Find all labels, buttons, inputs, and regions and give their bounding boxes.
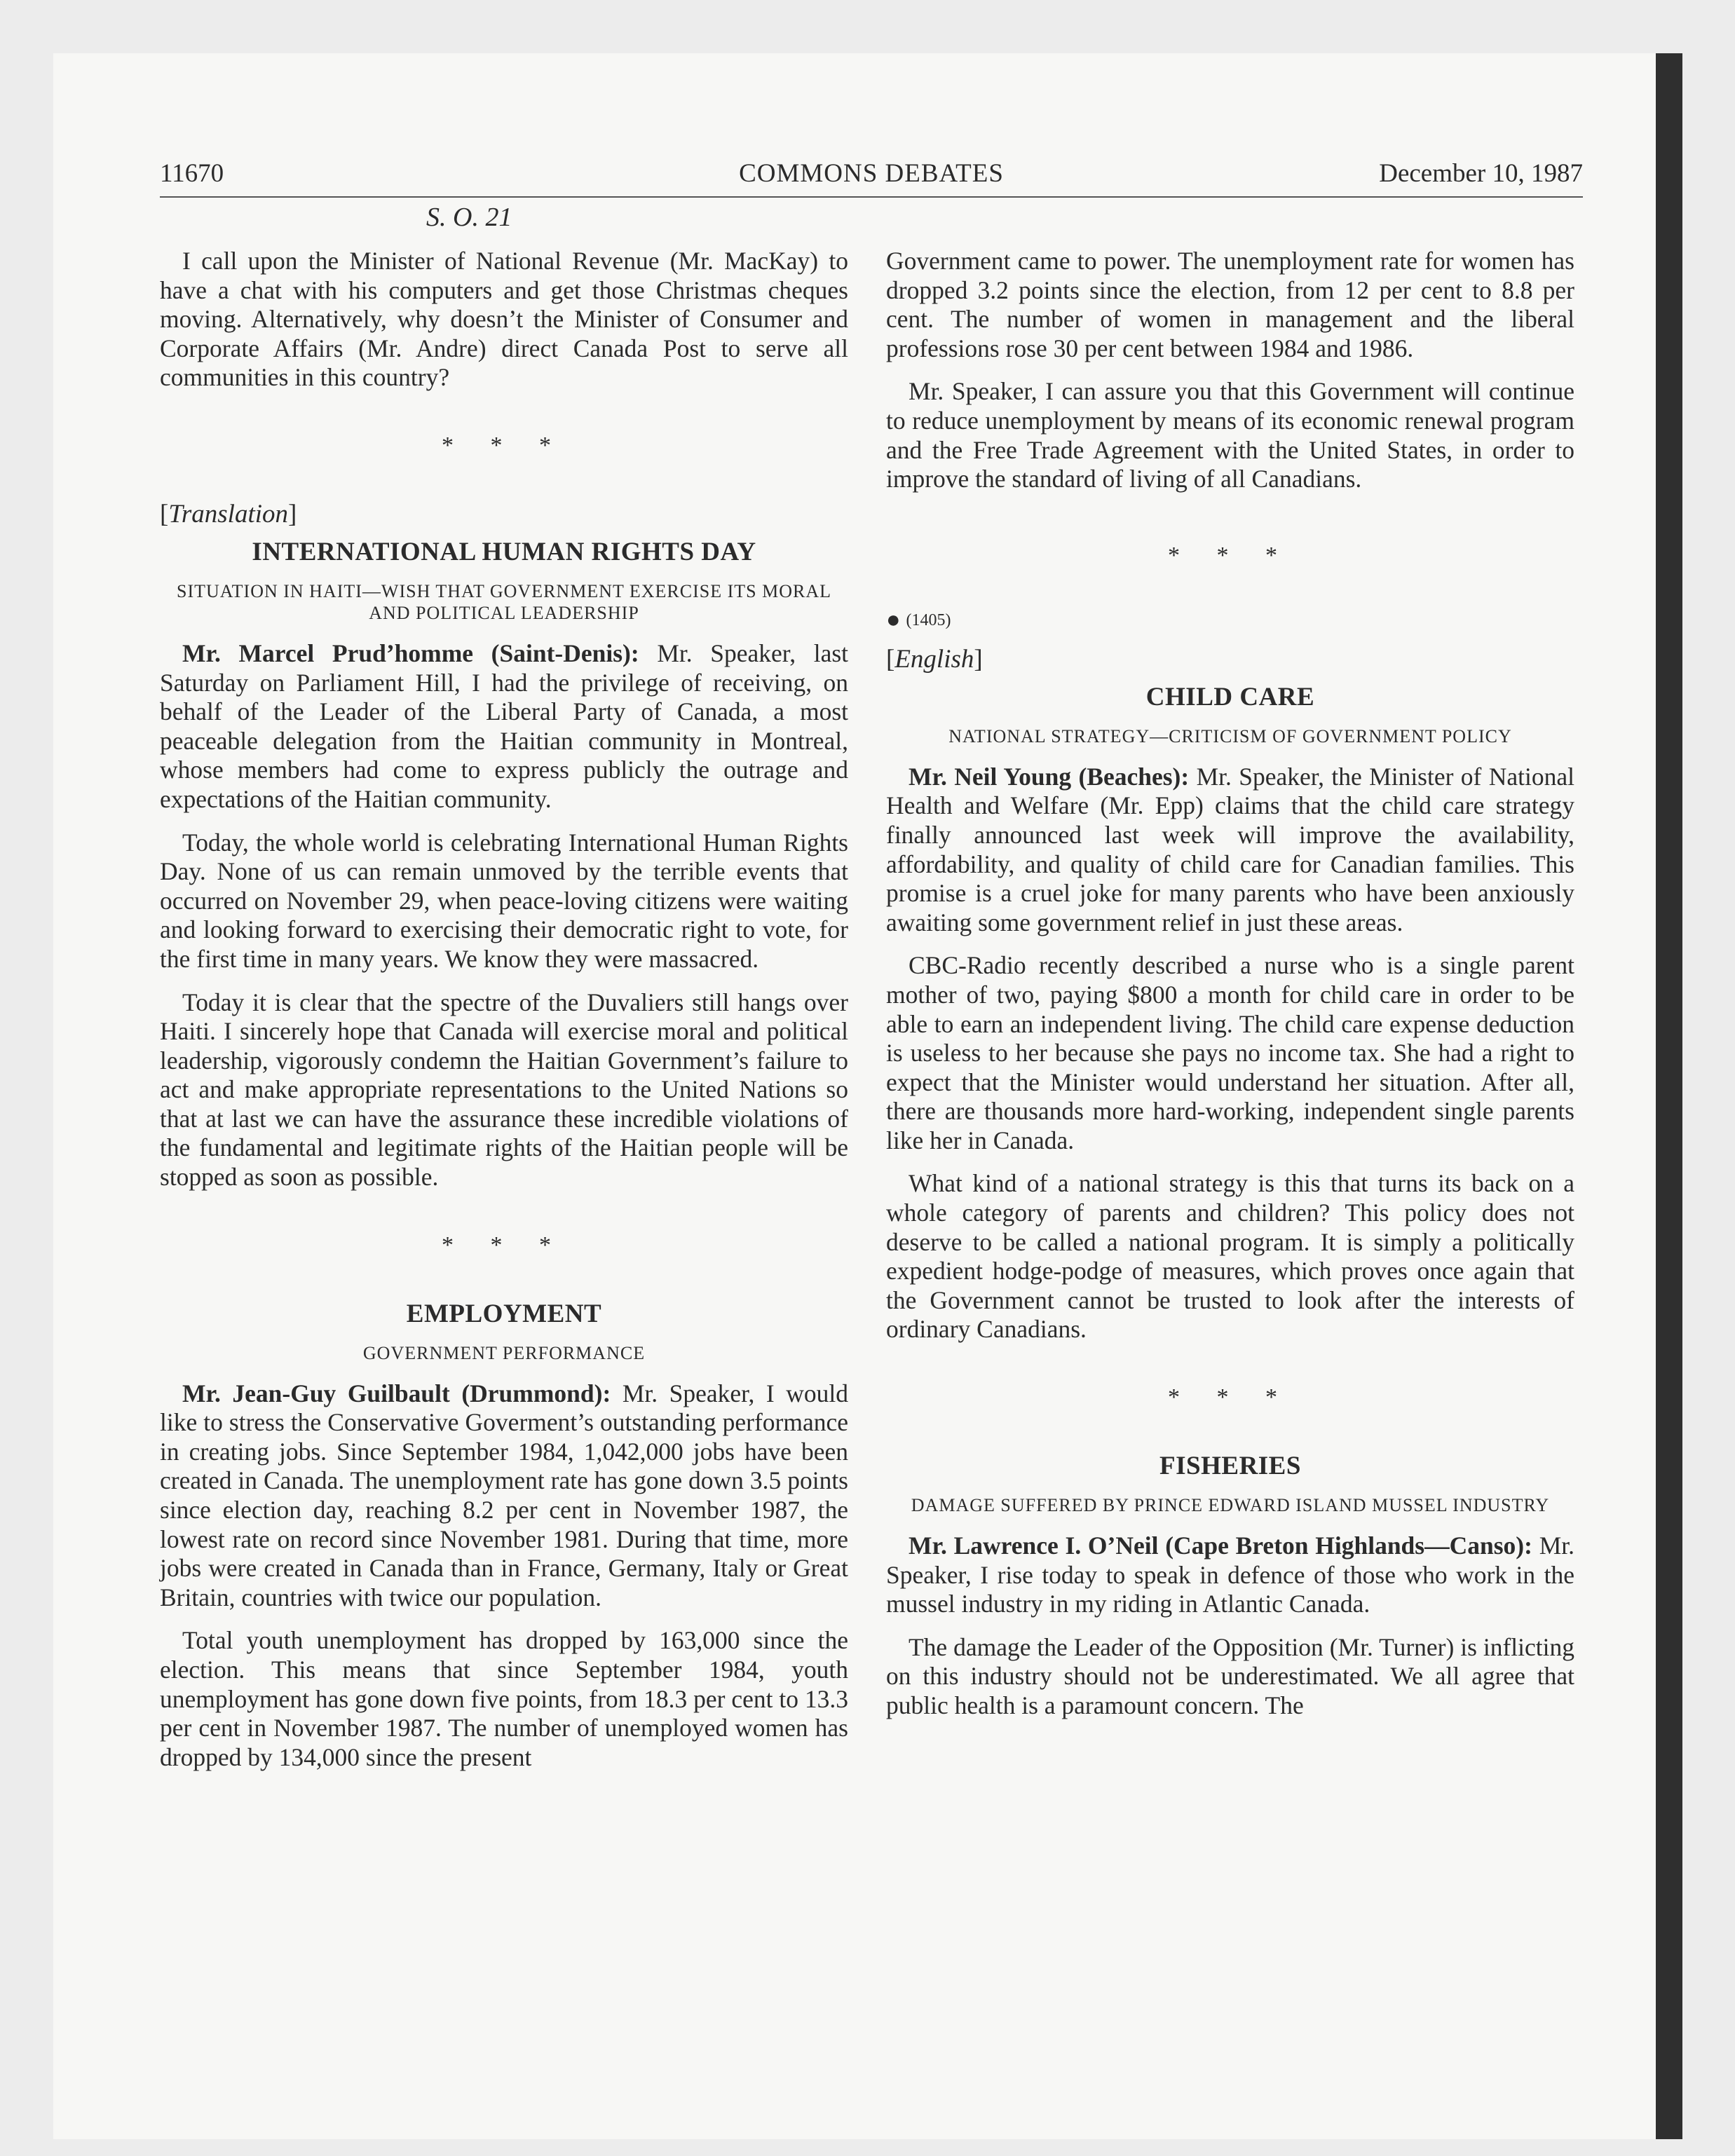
speaker-paragraph <box>886 763 1574 938</box>
section-subheading: DAMAGE SUFFERED BY PRINCE EDWARD ISLAND MUSSEL INDUSTRY <box>911 1495 1550 1516</box>
speaker-name: Mr. Jean-Guy Guilbault (Drummond): <box>182 1379 611 1407</box>
speech-text: Mr. Speaker, the Minister of National Health and Welfare (Mr. Epp) claims that the child care strategy finally announced last week will improve the availability, affordability, and quality of child care for Canadian families. This promise is a cruel joke for many parents who have been anxiously awaiting some government relief in just these areas. <box>886 762 1574 936</box>
right-column <box>886 247 1574 1721</box>
language-marker: [English] <box>886 644 983 674</box>
section-separator: * * * <box>442 1231 566 1258</box>
time-marker-label: (1405) <box>906 610 951 629</box>
standing-order-label: S. O. 21 <box>426 203 512 232</box>
section-subheading: NATIONAL STRATEGY—CRITICISM OF GOVERNMENT POLICY <box>948 725 1512 746</box>
section-separator: * * * <box>1168 1384 1293 1411</box>
paragraph: Government came to power. The unemployment rate for women has dropped 3.2 points since the election, from 12 per cent to 8.8 per cent. The number of women in management and the liberal professions rose 30 per cent between 1984 and 1986. <box>886 247 1574 362</box>
speech-text: Mr. Speaker, last Saturday on Parliament Hill, I had the privilege of receiving, on behalf of the Leader of the Liberal Party of Canada, a most peaceable delegation from the Haitian community in Montreal, whose members had come to express publicly the outrage and expectations of the Haitian community. <box>160 639 848 813</box>
paragraph: I call upon the Minister of National Revenue (Mr. MacKay) to have a chat with his computers and get those Christmas cheques moving. Alternatively, why doesn’t the Minister of Consumer and Corporate Affairs (Mr. Andre) direct Canada Post to serve all communities in this country? <box>160 247 848 392</box>
paragraph: Today, the whole world is celebrating International Human Rights Day. None of us can remain unmoved by the terrible events that occurred on November 29, when peace-loving citizens were waiting and looking forward to exercising their democratic right to vote, for the first time in many years. We know they were massacred. <box>160 828 848 973</box>
bullet-icon: ● <box>886 606 901 633</box>
paragraph: CBC-Radio recently described a nurse who is a single parent mother of two, paying $800 a month for child care in order to be able to earn an independent living. The child care expense deduction is useless to her because she pays no income tax. She had a right to expect that the Minister would understand her situation. After all, there are thousands more hard-working, independent single parents like her in Canada. <box>886 951 1574 1154</box>
page-header <box>160 157 1583 198</box>
speaker-paragraph <box>886 1531 1574 1619</box>
section-subheading: GOVERNMENT PERFORMANCE <box>362 1342 646 1363</box>
section-separator: * * * <box>1168 542 1293 568</box>
section-separator: * * * <box>442 432 566 458</box>
speaker-name: Mr. Marcel Prud’homme (Saint-Denis): <box>182 639 639 667</box>
speech-text: Mr. Speaker, I rise today to speak in defence of those who work in the mussel industry in my riding in Atlantic Canada. <box>886 1531 1574 1618</box>
language-marker: [Translation] <box>160 499 297 528</box>
page-date: December 10, 1987 <box>1379 159 1583 188</box>
paragraph: Total youth unemployment has dropped by 163,000 since the election. This means that since September 1984, youth unemployment has gone down five points, from 18.3 per cent to 13.3 per cent in November 1987. The number of unemployed women has dropped by 134,000 since the present <box>160 1626 848 1771</box>
speaker-name: Mr. Neil Young (Beaches): <box>909 762 1190 791</box>
left-column <box>160 247 848 1772</box>
paragraph: The damage the Leader of the Opposition (Mr. Turner) is inflicting on this industry should not be underestimated. We all agree that public health is a paramount concern. The <box>886 1632 1574 1719</box>
section-heading: INTERNATIONAL HUMAN RIGHTS DAY <box>252 537 756 566</box>
time-marker <box>886 606 1574 633</box>
speech-text: Mr. Speaker, I would like to stress the Conservative Goverment’s outstanding performance in creating jobs. Since September 1984, 1,042,000 jobs have been created in Canada. The unemployment rate has gone down 3.5 points since election day, reaching 8.2 per cent in November 1987, the lowest rate on record since November 1981. During that time, more jobs were created in Canada than in France, Germany, Italy or Great Britain, countries with twice our population. <box>160 1379 848 1611</box>
paragraph: Mr. Speaker, I can assure you that this Government will continue to reduce unemployment by means of its economic renewal program and the Free Trade Agreement with the United States, in order to improve the standard of living of all Canadians. <box>886 377 1574 493</box>
language-label: English <box>894 644 974 674</box>
paragraph: What kind of a national strategy is this that turns its back on a whole category of parents and children? This policy does not deserve to be called a national program. It is simply a politically expedient hodge-podge of measures, which proves once again that the Government cannot be trusted to look after the interests of ordinary Canadians. <box>886 1169 1574 1344</box>
speaker-name: Mr. Lawrence I. O’Neil (Cape Breton Highlands—Canso): <box>909 1531 1532 1560</box>
speaker-paragraph <box>160 639 848 814</box>
section-heading: CHILD CARE <box>1145 682 1315 711</box>
scan-edge-shadow <box>1656 53 1682 2139</box>
publication-title: COMMONS DEBATES <box>739 159 1004 188</box>
paragraph: Today it is clear that the spectre of the Duvaliers still hangs over Haiti. I sincerely hope that Canada will exercise moral and political leadership, vigorously condemn the Haitian Government’s failure to act and make appropriate representations to the United Nations so that at last we can have the assurance these incredible violations of the fundamental and legitimate rights of the Haitian people will be stopped as soon as possible. <box>160 988 848 1192</box>
language-label: Translation <box>168 499 289 528</box>
section-subheading: SITUATION IN HAITI—WISH THAT GOVERNMENT EXERCISE ITS MORAL AND POLITICAL LEADERSHIP <box>176 580 831 623</box>
section-heading: EMPLOYMENT <box>406 1299 602 1328</box>
section-heading: FISHERIES <box>1159 1452 1301 1481</box>
page-number: 11670 <box>160 159 224 188</box>
speaker-paragraph <box>160 1379 848 1613</box>
